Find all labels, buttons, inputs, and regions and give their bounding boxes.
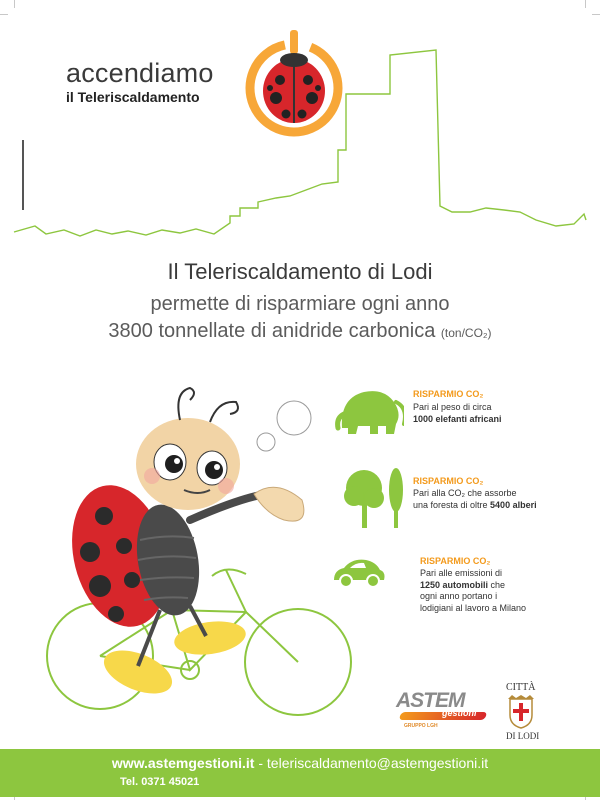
headline-line-3 — [0, 320, 600, 343]
lodi-logo-bottom-text: DI LODI — [506, 731, 540, 741]
footer-website-link[interactable]: www.astemgestioni.it — [111, 755, 255, 771]
stat-3-line-4: lodigiani al lavoro a Milano — [420, 602, 527, 613]
headline-line-2: permette di risparmiare ogni anno — [150, 293, 450, 315]
lodi-coat-of-arms-icon — [506, 695, 536, 729]
footer-phone: Tel. 0371 45021 — [120, 776, 200, 788]
brand-tagline: accendiamo — [66, 58, 214, 88]
footer-separator: - — [254, 755, 267, 771]
stat-3-line-1: Pari alle emissioni di — [420, 568, 503, 578]
astem-gestioni-logo — [396, 690, 488, 736]
stat-3-title: RISPARMIO CO₂ — [420, 556, 491, 566]
footer-contacts — [0, 755, 600, 771]
headline-unit: (ton/CO₂) — [440, 326, 492, 340]
stat-1-title: RISPARMIO CO₂ — [413, 389, 484, 399]
stat-3-text — [420, 568, 526, 614]
stat-2-title: RISPARMIO CO₂ — [413, 476, 484, 486]
stat-3-line-2: 1250 automobili che — [420, 579, 506, 590]
stat-3-line-3: ogni anno portano i — [420, 591, 498, 601]
stat-2-line-1: Pari alla CO₂ che assorbe — [413, 488, 517, 498]
stat-1-highlight: 1000 elefanti africani — [413, 413, 502, 424]
ladybug-power-logo — [240, 28, 350, 140]
brand-subtitle: il Teleriscaldamento — [66, 89, 200, 105]
astem-logo-group: GRUPPO LGH — [404, 723, 438, 729]
car-icon — [332, 556, 386, 588]
stat-2-highlight: 5400 alberi — [490, 499, 537, 510]
stat-1-text — [413, 402, 502, 425]
astem-logo-sub: gestioni — [442, 708, 477, 718]
page-title: Il Teleriscaldamento di Lodi — [167, 259, 433, 284]
stat-3-highlight: 1250 automobili — [420, 579, 489, 590]
ladybug-cyclist-illustration — [40, 370, 370, 730]
stat-1-line-1: Pari al peso di circa — [413, 402, 492, 412]
astem-logo-main: ASTEM — [396, 689, 465, 712]
elephant-icon — [334, 384, 404, 438]
headline-line-3-main: 3800 tonnellate di anidride carbonica — [108, 320, 436, 342]
stat-2-text — [413, 488, 537, 511]
footer-email-link[interactable]: teleriscaldamento@astemgestioni.it — [266, 755, 489, 771]
stat-2-line-2: una foresta di oltre 5400 alberi — [413, 499, 537, 510]
lodi-logo-top-text: CITTÀ — [506, 682, 536, 693]
side-note-mark — [22, 140, 24, 210]
trees-icon — [342, 466, 408, 530]
